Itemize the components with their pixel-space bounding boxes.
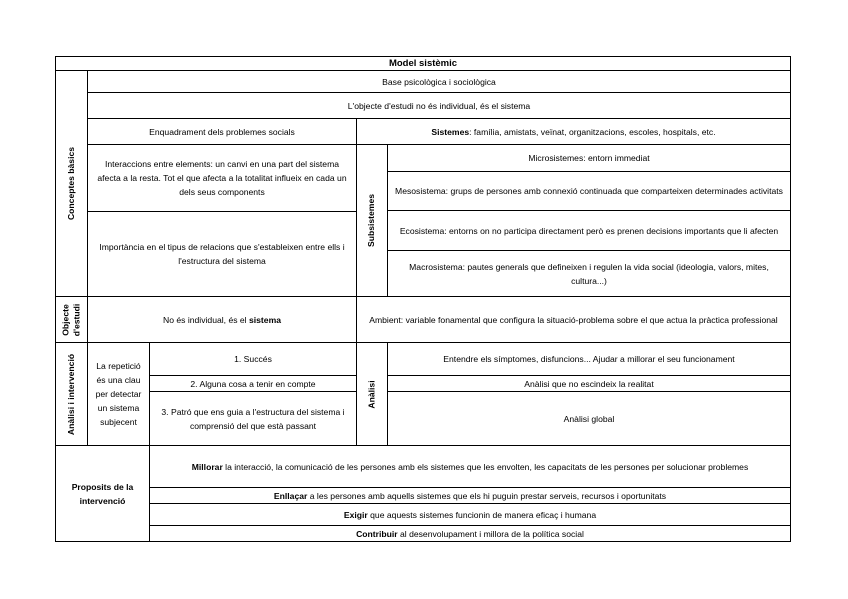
ambient-cell: Ambient: variable fonamental que configura la situació-problema sobre el que actua la pràctica professional [356,296,791,343]
analisi-right-global: Anàlisi global [387,391,791,446]
subsistemes-label: Subsistemes [356,144,388,297]
analisi-right-entendre: Entendre els símptomes, disfuncions... Ajudar a millorar el seu funcionament [387,342,791,376]
proposit-millorar: Millorar la interacció, la comunicació de les persones amb els sistemes que les envolten, les capacitats de les persones per solucionar problemes [149,445,791,488]
objecte-cell: No és individual, és el sistema [87,296,357,343]
analisi-item-alguna-cosa: 2. Alguna cosa a tenir en compte [149,375,357,392]
enquadrament-cell: Enquadrament dels problemes socials [87,118,357,145]
section-label-proposits: Proposits de la intervenció [55,445,150,542]
table-title: Model sistèmic [55,56,791,71]
section-label-conceptes: Conceptes bàsics [55,70,88,297]
repeticio-cell: La repetició és una clau per detectar un sistema subjecent [87,342,150,446]
importancia-cell: Importància en el tipus de relacions que s'estableixen entre ells i l'estructura del sistema [87,211,357,297]
section-label-analisi-intervencio: Anàlisi i intervenció [55,342,88,446]
section-label-objecte: Objecte d'estudi [55,296,88,343]
subsistema-micro: Microsistemes: entorn immediat [387,144,791,172]
analisi-label: Anàlisi [356,342,388,446]
subsistema-macro: Macrosistema: pautes generals que defineixen i regulen la vida social (ideologia, valors, mites, cultura...) [387,250,791,297]
subsistema-meso: Mesosistema: grups de persones amb connexió continuada que comparteixen determinades activitats [387,171,791,211]
analisi-item-patro: 3. Patró que ens guia a l'estructura del sistema i comprensió del que està passant [149,391,357,446]
base-row: Base psicològica i sociològica [87,70,791,93]
subsistema-eco: Ecosistema: entorns on no participa directament però es prenen decisions importants que li afecten [387,210,791,251]
interaccions-cell: Interaccions entre elements: un canvi en una part del sistema afecta a la resta. Tot el que afecta a la totalitat influeix en cada un dels seus components [87,144,357,212]
sistemes-cell: Sistemes: família, amistats, veïnat, organitzacions, escoles, hospitals, etc. [356,118,791,145]
analisi-right-no-escindeix: Anàlisi que no escindeix la realitat [387,375,791,392]
proposit-exigir: Exigir que aquests sistemes funcionin de manera eficaç i humana [149,503,791,526]
proposit-enllacar: Enllaçar a les persones amb aquells sistemes que els hi puguin prestar serveis, recursos i oportunitats [149,487,791,504]
objecte-estudi-row: L'objecte d'estudi no és individual, és el sistema [87,92,791,119]
analisi-item-succes: 1. Succés [149,342,357,376]
proposit-contribuir: Contribuir al desenvolupament i millora de la política social [149,525,791,542]
